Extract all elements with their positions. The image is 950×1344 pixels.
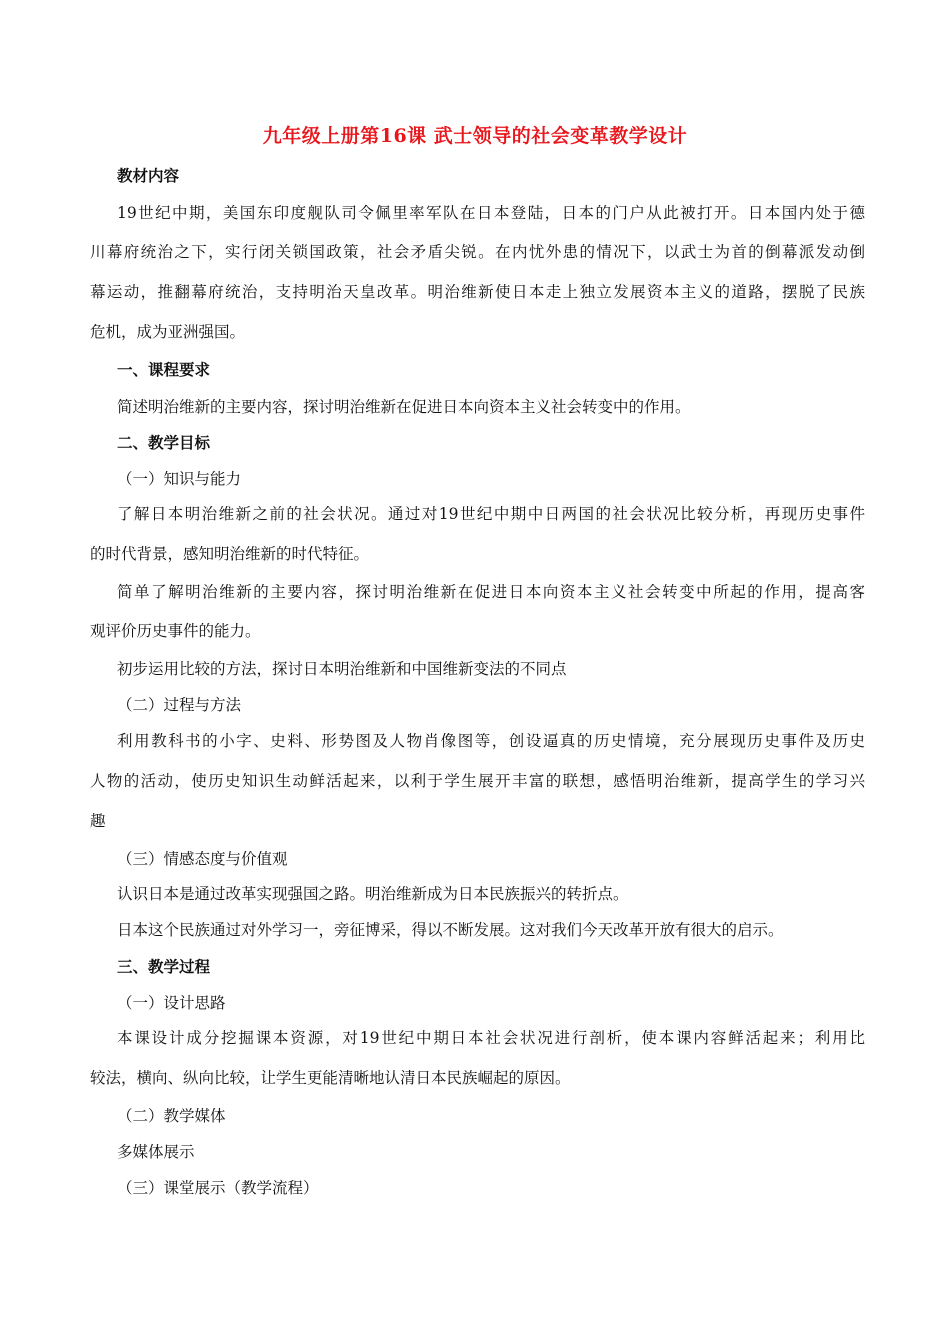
knowledge-p1-line-1: 了解日本明治维新之前的社会状况。通过对19世纪中期中日两国的社会状况比较分析，再现历史事件 bbox=[117, 505, 865, 523]
sub-knowledge: （一）知识与能力 bbox=[117, 470, 242, 488]
requirements-text: 简述明治维新的主要内容，探讨明治维新在促进日本向资本主义社会转变中的作用。 bbox=[117, 398, 691, 416]
knowledge-p1-line-2: 的时代背景，感知明治维新的时代特征。 bbox=[90, 545, 370, 563]
process-line-2: 人物的活动，使历史知识生动鲜活起来，以利于学生展开丰富的联想，感悟明治维新，提高学生的学习兴 bbox=[90, 772, 865, 790]
heading-requirements: 一、课程要求 bbox=[117, 360, 211, 379]
materials-line-4: 危机，成为亚洲强国。 bbox=[90, 323, 246, 341]
knowledge-p3: 初步运用比较的方法，探讨日本明治维新和中国维新变法的不同点 bbox=[117, 660, 567, 678]
document-title: 九年级上册第16课 武士领导的社会变革教学设计 bbox=[262, 125, 688, 147]
sub-design: （一）设计思路 bbox=[117, 994, 226, 1012]
heading-goals: 二、教学目标 bbox=[117, 433, 211, 452]
emotion-p1: 认识日本是通过改革实现强国之路。明治维新成为日本民族振兴的转折点。 bbox=[117, 885, 629, 903]
design-line-1: 本课设计成分挖掘课本资源，对19世纪中期日本社会状况进行剖析，使本课内容鲜活起来；利用比 bbox=[117, 1029, 865, 1047]
process-line-1: 利用教科书的小字、史料、形势图及人物肖像图等，创设逼真的历史情境，充分展现历史事件及历史 bbox=[117, 732, 865, 750]
sub-process: （二）过程与方法 bbox=[117, 696, 242, 714]
heading-teaching: 三、教学过程 bbox=[117, 957, 211, 976]
materials-line-2: 川幕府统治之下，实行闭关锁国政策，社会矛盾尖锐。在内忧外患的情况下，以武士为首的倒幕派发动倒 bbox=[90, 243, 865, 261]
sub-emotion: （三）情感态度与价值观 bbox=[117, 850, 288, 868]
process-line-3: 趣 bbox=[90, 812, 106, 830]
sub-classroom: （三）课堂展示（教学流程） bbox=[117, 1179, 319, 1197]
knowledge-p2-line-2: 观评价历史事件的能力。 bbox=[90, 622, 261, 640]
media-text: 多媒体展示 bbox=[117, 1143, 195, 1161]
emotion-p2: 日本这个民族通过对外学习一，旁征博采，得以不断发展。这对我们今天改革开放有很大的启示。 bbox=[117, 921, 784, 939]
materials-line-3: 幕运动，推翻幕府统治，支持明治天皇改革。明治维新使日本走上独立发展资本主义的道路，摆脱了民族 bbox=[90, 283, 865, 301]
heading-materials: 教材内容 bbox=[117, 166, 180, 185]
materials-line-1: 19世纪中期，美国东印度舰队司令佩里率军队在日本登陆，日本的门户从此被打开。日本国内处于德 bbox=[117, 204, 865, 222]
knowledge-p2-line-1: 简单了解明治维新的主要内容，探讨明治维新在促进日本向资本主义社会转变中所起的作用，提高客 bbox=[117, 583, 865, 601]
sub-media: （二）教学媒体 bbox=[117, 1107, 226, 1125]
design-line-2: 较法，横向、纵向比较，让学生更能清晰地认清日本民族崛起的原因。 bbox=[90, 1069, 571, 1087]
